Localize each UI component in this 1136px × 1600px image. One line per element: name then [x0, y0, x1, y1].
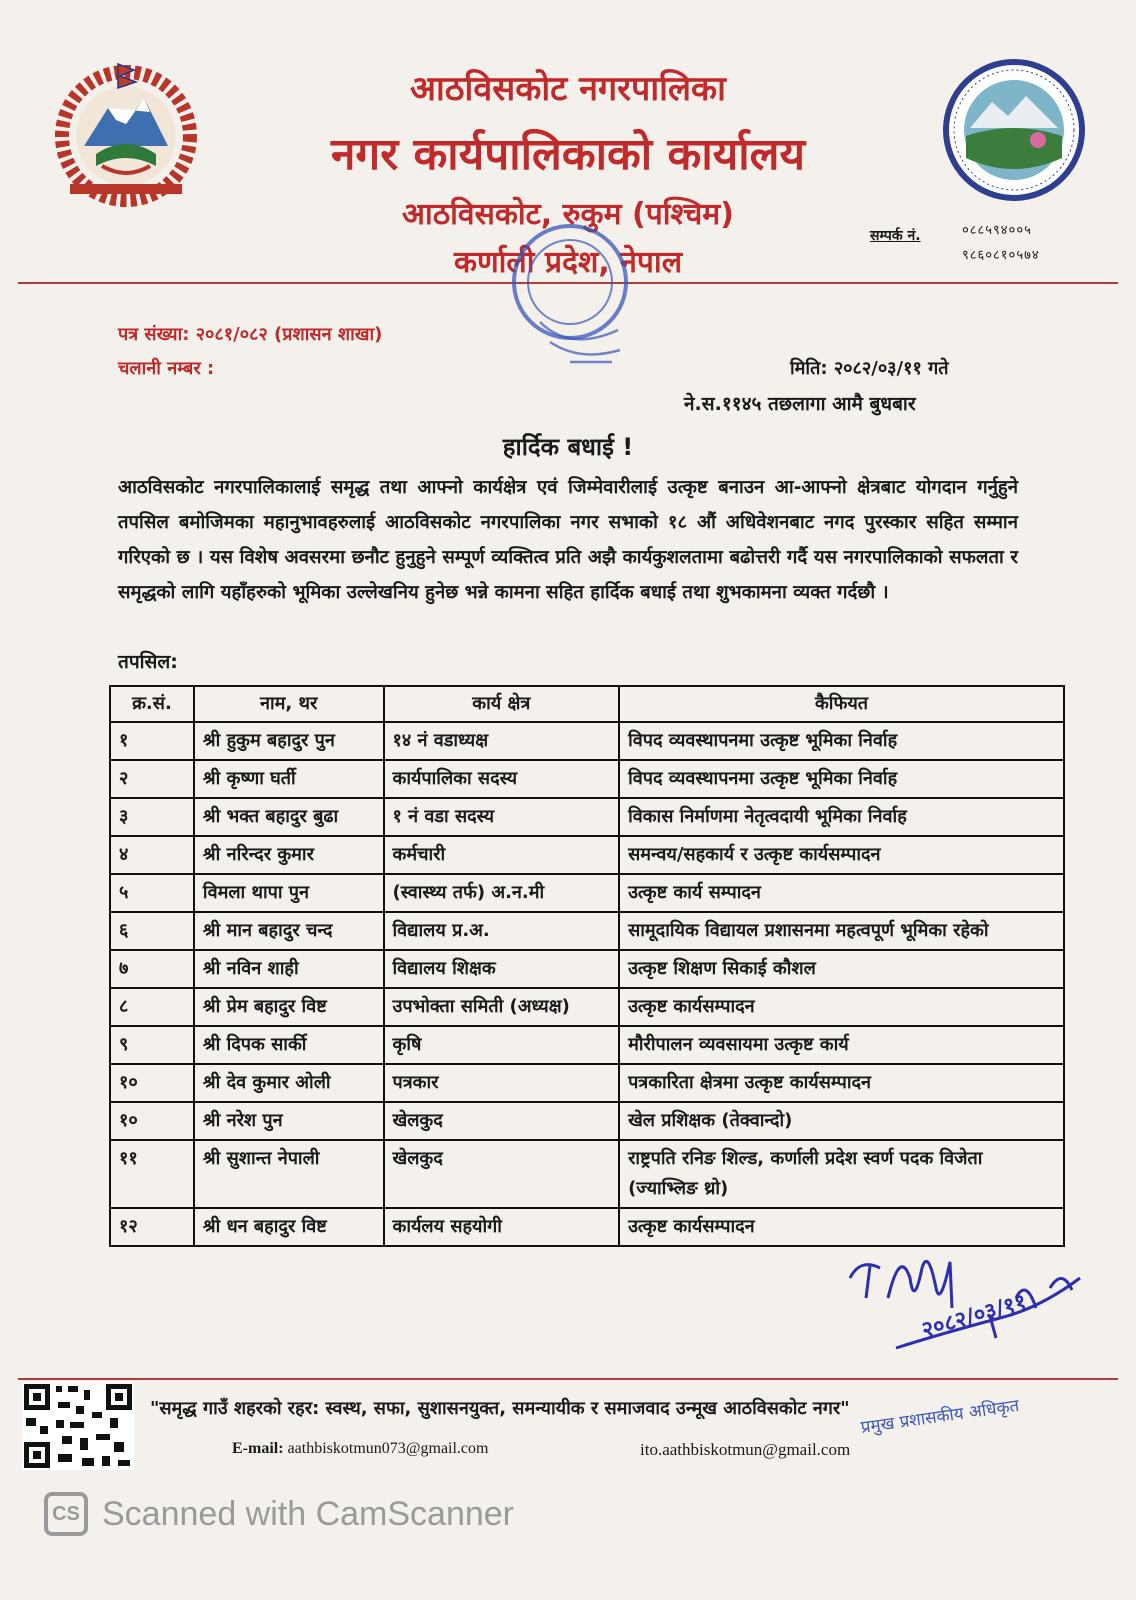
table-row	[110, 760, 1064, 798]
cell-name: श्री नविन शाही	[194, 950, 384, 988]
cell-serial: १	[110, 722, 194, 760]
footer-slogan: "समृद्ध गाउँ शहरको रहर: स्वस्थ, सफा, सुशासनयुक्त, समन्यायीक र समाजवाद उन्मूख आठविसकोट नगर"	[150, 1398, 850, 1419]
header-name: नाम, थर	[194, 686, 384, 722]
cell-remarks: विपद व्यवस्थापनमा उत्कृष्ट भूमिका निर्वाह	[619, 760, 1064, 798]
office-address: आठविसकोट, रुकुम (पश्चिम)	[402, 197, 734, 232]
cell-remarks: पत्रकारिता क्षेत्रमा उत्कृष्ट कार्यसम्पादन	[619, 1064, 1064, 1102]
table-row	[110, 836, 1064, 874]
table-row	[110, 874, 1064, 912]
header-remarks: कैफियत	[619, 686, 1064, 722]
cell-remarks: सामूदायिक विद्यायल प्रशासनमा महत्वपूर्ण भूमिका रहेको	[619, 912, 1064, 950]
footer-divider	[18, 1378, 1118, 1380]
contact-number-1: ०८८५९४००५	[962, 223, 1032, 238]
header-work-area: कार्य क्षेत्र	[384, 686, 620, 722]
cell-work-area: विद्यालय शिक्षक	[384, 950, 620, 988]
table-row	[110, 912, 1064, 950]
cell-remarks: उत्कृष्ट शिक्षण सिकाई कौशल	[619, 950, 1064, 988]
cell-remarks: समन्वय/सहकार्य र उत्कृष्ट कार्यसम्पादन	[619, 836, 1064, 874]
letter-date: मिति: २०८२/०३/११ गते	[790, 358, 949, 379]
office-seal-stamp	[500, 212, 650, 382]
officer-designation-stamp: प्रमुख प्रशासकीय अधिकृत	[859, 1395, 1021, 1438]
cell-name: श्री देव कुमार ओली	[194, 1064, 384, 1102]
cell-remarks: खेल प्रशिक्षक (तेक्वान्दो)	[619, 1102, 1064, 1140]
cell-work-area: उपभोक्ता समिती (अध्यक्ष)	[384, 988, 620, 1026]
cell-work-area: कार्यलय सहयोगी	[384, 1208, 620, 1246]
email-label: E-mail:	[232, 1440, 284, 1457]
cell-name: श्री मान बहादुर चन्द	[194, 912, 384, 950]
cell-work-area: पत्रकार	[384, 1064, 620, 1102]
table-row	[110, 1102, 1064, 1140]
cell-serial: ७	[110, 950, 194, 988]
cell-name: श्री भक्त बहादुर बुढा	[194, 798, 384, 836]
office-name: नगर कार्यपालिकाको कार्यालय	[331, 129, 805, 180]
cell-serial: ११	[110, 1140, 194, 1208]
table-row	[110, 1026, 1064, 1064]
cell-remarks: उत्कृष्ट कार्य सम्पादन	[619, 874, 1064, 912]
table-row	[110, 950, 1064, 988]
municipality-logo-icon	[942, 58, 1087, 203]
cell-serial: १२	[110, 1208, 194, 1246]
email-address-1[interactable]: aathbiskotmun073@gmail.com	[287, 1440, 489, 1457]
camscanner-watermark	[44, 1484, 514, 1544]
cell-name: श्री कृष्णा घर्ती	[194, 760, 384, 798]
table-row	[110, 1140, 1064, 1208]
header-serial: क्र.सं.	[110, 686, 194, 722]
cell-serial: ८	[110, 988, 194, 1026]
qr-code-icon	[22, 1382, 134, 1470]
table-row	[110, 1064, 1064, 1102]
camscanner-text: Scanned with CamScanner	[102, 1494, 515, 1533]
contact-label: सम्पर्क नं.	[870, 228, 921, 244]
table-row	[110, 988, 1064, 1026]
cell-work-area: कार्यपालिका सदस्य	[384, 760, 620, 798]
dispatch-number: चलानी नम्बर :	[118, 358, 215, 379]
contact-number-2: ९८६०८१०५७४	[962, 248, 1040, 263]
cell-name: श्री धन बहादुर विष्ट	[194, 1208, 384, 1246]
cell-work-area: कृषि	[384, 1026, 620, 1064]
cell-work-area: विद्यालय प्र.अ.	[384, 912, 620, 950]
cell-remarks: राष्ट्रपति रनिङ शिल्ड, कर्णाली प्रदेश स्वर्ण पदक विजेता (ज्याभ्लिङ थ्रो)	[619, 1140, 1064, 1208]
cell-serial: ३	[110, 798, 194, 836]
footer-email-primary	[232, 1440, 488, 1458]
province-country: कर्णाली प्रदेश, नेपाल	[453, 245, 683, 280]
cell-work-area: १ नं वडा सदस्य	[384, 798, 620, 836]
cell-work-area: (स्वास्थ्य तर्फ) अ.न.मी	[384, 874, 620, 912]
municipality-name: आठविसकोट नगरपालिका	[410, 69, 726, 109]
cell-work-area: खेलकुद	[384, 1102, 620, 1140]
cell-name: विमला थापा पुन	[194, 874, 384, 912]
cell-name: श्री दिपक सार्की	[194, 1026, 384, 1064]
letter-title: हार्दिक बधाई !	[502, 433, 634, 461]
cell-remarks: उत्कृष्ट कार्यसम्पादन	[619, 1208, 1064, 1246]
table-header-row	[110, 686, 1064, 722]
camscanner-logo-icon: CS	[44, 1492, 88, 1536]
email-address-2[interactable]: ito.aathbiskotmun@gmail.com	[640, 1440, 851, 1459]
cell-name: श्री हुकुम बहादुर पुन	[194, 722, 384, 760]
cell-serial: ५	[110, 874, 194, 912]
tapasil-label: तपसिल:	[118, 651, 178, 673]
cell-serial: ६	[110, 912, 194, 950]
cell-name: श्री सुशान्त नेपाली	[194, 1140, 384, 1208]
cell-name: श्री प्रेम बहादुर विष्ट	[194, 988, 384, 1026]
cell-serial: ९	[110, 1026, 194, 1064]
letter-number: पत्र संख्या: २०८१/०८२ (प्रशासन शाखा)	[118, 324, 383, 345]
letter-body: आठविसकोट नगरपालिकालाई समृद्ध तथा आफ्नो कार्यक्षेत्र एवं जिम्मेवारीलाई उत्कृष्ट बनाउन आ-आफ्नो क्षेत्रबाट योगदान गर्नुहुने तपसिल बमोजिमका महानुभावहरुलाई आठविसकोट नगरपालिका नगर सभाको १८ औं अधिवेशनबाट नगद पुरस्कार सहित सम्मान गरिएको छ । यस विशेष अवसरमा छनौट हुनुहुने सम्पूर्ण व्यक्तित्व प्रति अझै कार्यकुशलतामा बढोत्तरी गर्दै यस नगरपालिकाको सफलता र समृद्धको लागि यहाँहरुको भूमिका उल्लेखनिय हुनेछ भन्ने कामना सहित हार्दिक बधाई तथा शुभकामना व्यक्त गर्दछौ ।	[118, 477, 1018, 603]
cell-remarks: उत्कृष्ट कार्यसम्पादन	[619, 988, 1064, 1026]
cell-work-area: खेलकुद	[384, 1140, 620, 1208]
signature-date: २०८२/०३/११	[919, 1289, 1030, 1344]
cell-work-area: कर्मचारी	[384, 836, 620, 874]
cell-name: श्री नरेश पुन	[194, 1102, 384, 1140]
table-row	[110, 798, 1064, 836]
cell-remarks: विकास निर्माणमा नेतृत्वदायी भूमिका निर्वाह	[619, 798, 1064, 836]
cell-serial: १०	[110, 1064, 194, 1102]
cell-remarks: विपद व्यवस्थापनमा उत्कृष्ट भूमिका निर्वाह	[619, 722, 1064, 760]
cell-work-area: १४ नं वडाध्यक्ष	[384, 722, 620, 760]
nepal-sambat-date: ने.स.११४५ तछलागा आमै बुधबार	[684, 393, 916, 415]
awardee-table	[109, 685, 1065, 1247]
cell-serial: २	[110, 760, 194, 798]
table-row	[110, 722, 1064, 760]
cell-name: श्री नरिन्दर कुमार	[194, 836, 384, 874]
cell-serial: ४	[110, 836, 194, 874]
cell-remarks: मौरीपालन व्यवसायमा उत्कृष्ट कार्य	[619, 1026, 1064, 1064]
cell-serial: १०	[110, 1102, 194, 1140]
